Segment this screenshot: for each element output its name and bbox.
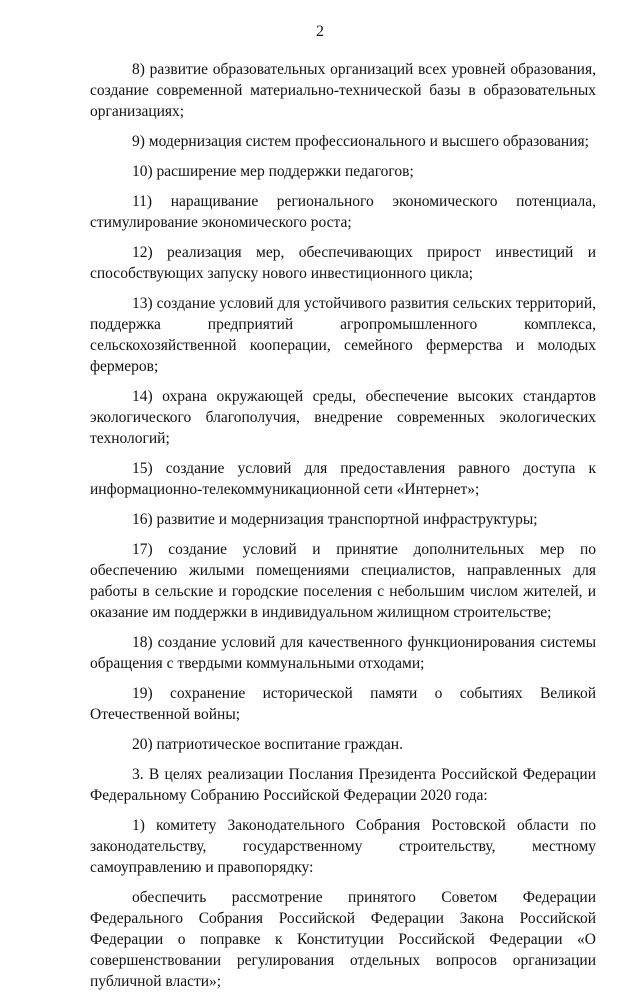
paragraph-item-20: 20) патриотическое воспитание граждан.	[132, 736, 403, 753]
paragraph-item-13: 13) создание условий для устойчивого развития сельских территорий, поддержка предприятий агропромышленного комплекса, сельскохозяйственной кооперации, семейного фермерства и молодых фермеров;	[90, 295, 596, 375]
section-3-intro: 3. В целях реализации Послания Президента Российской Федерации Федеральному Собранию Российской Федерации 2020 года:	[90, 766, 596, 804]
paragraph-item-15: 15) создание условий для предоставления равного доступа к информационно-телекоммуникационной сети «Интернет»;	[90, 460, 596, 498]
paragraph-item-10: 10) расширение мер поддержки педагогов;	[132, 163, 414, 180]
paragraph-item-17: 17) создание условий и принятие дополнительных мер по обеспечению жилыми помещениями специалистов, направленных для работы в сельские и городские поселения с небольшим числом жителей, и оказание им поддержки в индивидуальном жилищном строительстве;	[90, 541, 596, 621]
paragraph-item-16: 16) развитие и модернизация транспортной инфраструктуры;	[132, 511, 538, 528]
section-3-item-1: 1) комитету Законодательного Собрания Ростовской области по законодательству, государственному строительству, местному самоуправлению и правопорядку:	[90, 817, 596, 876]
paragraph-item-11: 11) наращивание регионального экономического потенциала, стимулирование экономического роста;	[90, 193, 596, 231]
paragraph-item-9: 9) модернизация систем профессионального и высшего образования;	[132, 133, 589, 150]
paragraph-item-18: 18) создание условий для качественного функционирования системы обращения с твердыми коммунальными отходами;	[90, 634, 596, 672]
document-body	[90, 59, 596, 1000]
paragraph-item-12: 12) реализация мер, обеспечивающих прирост инвестиций и способствующих запуску нового инвестиционного цикла;	[90, 244, 596, 282]
page-number: 2	[316, 23, 324, 40]
paragraph-item-14: 14) охрана окружающей среды, обеспечение высоких стандартов экологического благополучия, внедрение современных экологических технологий;	[90, 388, 596, 447]
paragraph-item-19: 19) сохранение исторической памяти о событиях Великой Отечественной войны;	[90, 685, 596, 723]
section-3-item-1-instruction: обеспечить рассмотрение принятого Советом Федерации Федерального Собрания Российской Федерации Закона Российской Федерации о поправке к Конституции Российской Федерации «О совершенствовании регулирования отдельных вопросов организации публичной власти»;	[90, 889, 596, 990]
paragraph-item-8: 8) развитие образовательных организаций всех уровней образования, создание современной материально-технической базы в образовательных организациях;	[90, 61, 596, 120]
